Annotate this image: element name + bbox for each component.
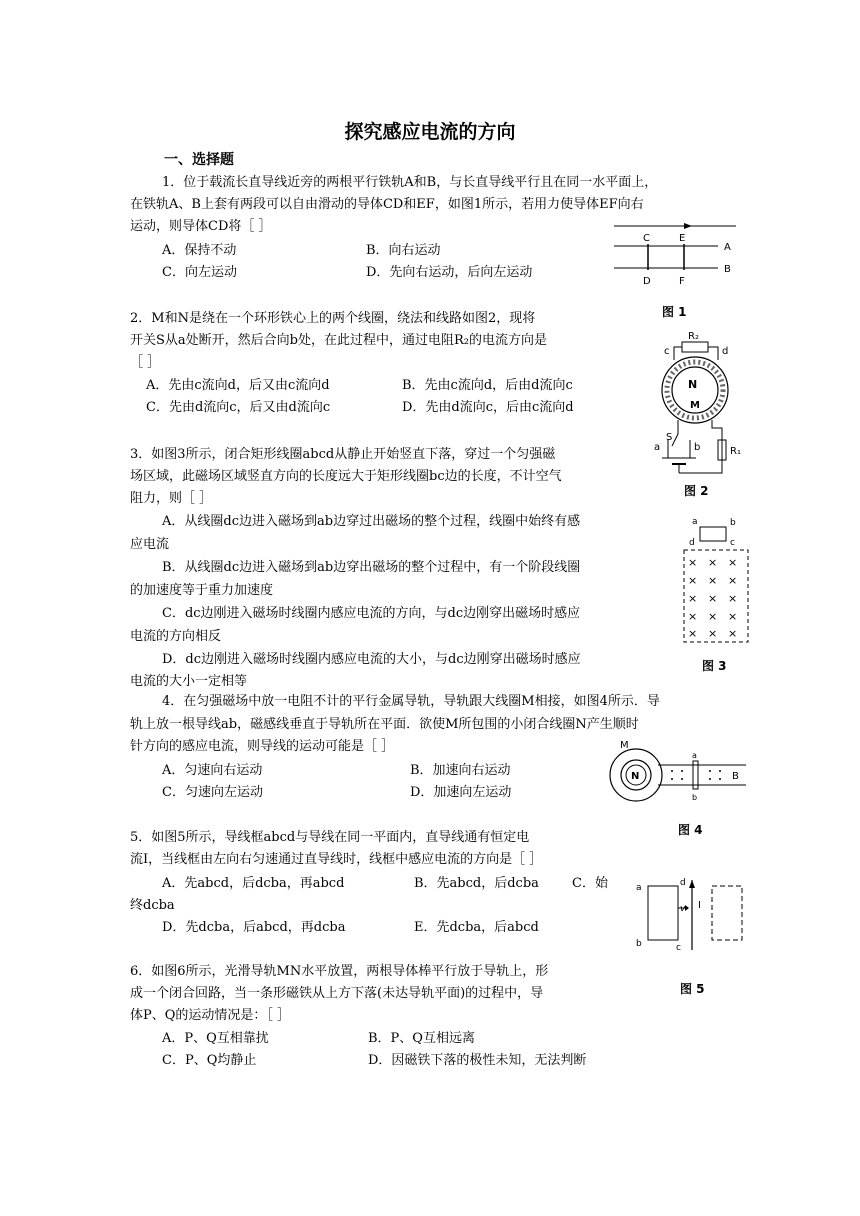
fig4-label-field: B — [732, 771, 739, 782]
q5-option-c-start: C．始 — [572, 876, 608, 891]
q3-option-a-line-1: A．从线圈dc边进入磁场到ab边穿过出磁场的整个过程，线圈中始终有感 — [162, 514, 581, 529]
fig3-label-a: a — [692, 517, 698, 527]
q1-option-d: D．先向右运动，后向左运动 — [366, 265, 533, 280]
svg-text:×: × — [728, 574, 738, 587]
fig1-label-c: C — [643, 233, 650, 244]
q1-line-3: 运动，则导体CD将［ ］ — [130, 219, 272, 234]
q6-option-b: B．P、Q互相远离 — [368, 1031, 475, 1046]
svg-text:×: × — [728, 556, 738, 569]
fig4-label-n: N — [631, 771, 640, 782]
q5-option-b: B．先abcd，后dcba — [414, 876, 539, 891]
q5-line-1: 5．如图5所示，导线框abcd与导线在同一平面内，直导线通有恒定电 — [130, 830, 530, 845]
figure-5-diagram — [630, 876, 760, 956]
q3-option-b-line-2: 的加速度等于重力加速度 — [130, 583, 274, 598]
svg-text:×: × — [728, 610, 738, 623]
q6-line-3: 体P、Q的运动情况是：［ ］ — [130, 1008, 291, 1023]
fig4-label-m: M — [620, 740, 629, 751]
q4-option-d: D．加速向左运动 — [410, 785, 512, 800]
q5-option-d: D．先dcba，后abcd，再dcba — [162, 920, 346, 935]
fig1-label-b: B — [724, 264, 731, 275]
q3-option-d-line-1: D．dc边刚进入磁场时线圈内感应电流的大小，与dc边刚穿出磁场时感应 — [162, 652, 581, 667]
q3-line-1: 3．如图3所示，闭合矩形线圈abcd从静止开始竖直下落，穿过一个匀强磁 — [130, 447, 556, 462]
fig5-label-b: b — [636, 939, 642, 949]
q2-line-2: 开关S从a处断开，然后合向b处，在此过程中，通过电阻R₂的电流方向是 — [130, 333, 547, 348]
svg-text:×: × — [708, 592, 718, 605]
fig5-label-v: v — [680, 904, 686, 914]
q2-option-b: B．先由c流向d，后由d流向c — [402, 378, 573, 393]
figure-4-diagram — [606, 738, 756, 818]
fig2-label-b: b — [694, 442, 701, 453]
fig2-label-n: N — [688, 378, 698, 391]
svg-text:×: × — [688, 556, 698, 569]
fig2-label-d: d — [722, 346, 729, 357]
svg-text:×: × — [728, 627, 738, 640]
q1-option-b: B．向右运动 — [366, 243, 441, 258]
figure-1-caption: 图 1 — [662, 305, 687, 319]
figure-3-caption: 图 3 — [702, 659, 727, 673]
fig3-label-b: b — [730, 518, 736, 528]
q1-line-1: 1．位于载流长直导线近旁的两根平行铁轨A和B，与长直导线平行且在同一水平面上， — [162, 175, 658, 190]
figure-2-caption: 图 2 — [684, 484, 709, 498]
q4-line-1: 4．在匀强磁场中放一电阻不计的平行金属导轨，导轨跟大线圈M相接，如图4所示．导 — [162, 694, 660, 709]
q5-option-e: E．先dcba，后abcd — [414, 920, 539, 935]
q6-option-c: C．P、Q均静止 — [162, 1053, 257, 1068]
q5-line-2: 流I，当线框由左向右匀速通过直导线时，线框中感应电流的方向是［ ］ — [130, 852, 543, 867]
q5-option-a: A．先abcd，后dcba，再abcd — [162, 876, 345, 891]
q2-option-a: A．先由c流向d，后又由c流向d — [146, 378, 330, 393]
fig1-label-d: D — [643, 276, 651, 287]
q4-option-a: A．匀速向右运动 — [162, 763, 263, 778]
q3-option-c-line-2: 电流的方向相反 — [130, 629, 222, 644]
q6-line-1: 6．如图6所示，光滑导轨MN水平放置，两根导体棒平行放于导轨上，形 — [130, 964, 549, 979]
fig1-label-e: E — [679, 233, 686, 244]
q3-line-2: 场区域，此磁场区域竖直方向的长度远大于矩形线圈bc边的长度，不计空气 — [130, 469, 562, 484]
fig1-label-a: A — [724, 242, 731, 253]
q2-option-c: C．先由d流向c，后又由d流向c — [146, 400, 331, 415]
page-title: 探究感应电流的方向 — [344, 121, 516, 143]
q4-option-b: B．加速向右运动 — [410, 763, 511, 778]
figure-1-diagram — [606, 218, 746, 290]
q2-line-3: ［ ］ — [130, 355, 161, 370]
fig2-label-r1: R₁ — [730, 446, 741, 457]
q6-line-2: 成一个闭合回路，当一条形磁铁从上方下落(未达导轨平面)的过程中，导 — [130, 986, 544, 1001]
svg-text:×: × — [688, 574, 698, 587]
q3-option-d-line-2: 电流的大小一定相等 — [130, 674, 248, 689]
q4-option-c: C．匀速向左运动 — [162, 785, 263, 800]
q1-line-2: 在铁轨A、B上套有两段可以自由滑动的导体CD和EF，如图1所示，若用力使导体EF向右 — [130, 197, 644, 212]
q1-option-c: C．向左运动 — [162, 265, 237, 280]
fig2-label-m: M — [690, 400, 700, 411]
svg-text:×: × — [708, 610, 718, 623]
svg-text:×: × — [688, 610, 698, 623]
fig5-label-d: d — [680, 878, 686, 888]
fig4-label-b: b — [692, 793, 698, 802]
fig2-label-s: S — [666, 432, 673, 443]
svg-text:×: × — [708, 574, 718, 587]
figure-2-diagram — [650, 328, 760, 478]
svg-text:×: × — [708, 556, 718, 569]
section-heading: 一、选择题 — [164, 152, 234, 168]
q3-option-c-line-1: C．dc边刚进入磁场时线圈内感应电流的方向，与dc边刚穿出磁场时感应 — [162, 606, 581, 621]
svg-text:×: × — [708, 627, 718, 640]
figure-4-caption: 图 4 — [678, 823, 703, 837]
q3-line-3: 阻力，则［ ］ — [130, 491, 213, 506]
fig3-label-d: d — [689, 538, 695, 548]
q1-option-a: A．保持不动 — [162, 243, 237, 258]
fig5-label-i: I — [698, 900, 701, 911]
q4-line-2: 轨上放一根导线ab，磁感线垂直于导轨所在平面．欲使M所包围的小闭合线圈N产生顺时 — [130, 717, 639, 732]
q3-option-b-line-1: B．从线圈dc边进入磁场到ab边穿出磁场的整个过程中，有一个阶段线圈 — [162, 560, 581, 575]
q5-option-c-end: 终dcba — [130, 898, 175, 913]
figure-5-caption: 图 5 — [680, 982, 705, 996]
fig3-label-c: c — [730, 538, 735, 548]
q2-option-d: D．先由d流向c，后由c流向d — [402, 400, 574, 415]
q6-option-d: D．因磁铁下落的极性未知，无法判断 — [368, 1053, 587, 1068]
fig3-field-crosses — [688, 556, 737, 640]
svg-text:×: × — [688, 592, 698, 605]
fig5-label-c: c — [676, 943, 681, 953]
fig1-label-f: F — [679, 276, 685, 287]
svg-text:×: × — [688, 627, 698, 640]
svg-text:×: × — [728, 592, 738, 605]
q6-option-a: A．P、Q互相靠扰 — [162, 1031, 269, 1046]
q3-option-a-line-2: 应电流 — [130, 537, 170, 552]
fig2-label-a: a — [654, 442, 661, 453]
fig5-label-a: a — [636, 883, 642, 893]
q2-line-1: 2．M和N是绕在一个环形铁心上的两个线圈，绕法和线路如图2，现将 — [130, 311, 536, 326]
fig4-label-a: a — [692, 751, 697, 760]
q4-line-3: 针方向的感应电流，则导线的运动可能是［ ］ — [130, 739, 395, 754]
fig2-label-r2: R₂ — [688, 331, 699, 342]
figure-3-diagram — [676, 516, 756, 646]
fig2-label-c: c — [664, 346, 670, 357]
